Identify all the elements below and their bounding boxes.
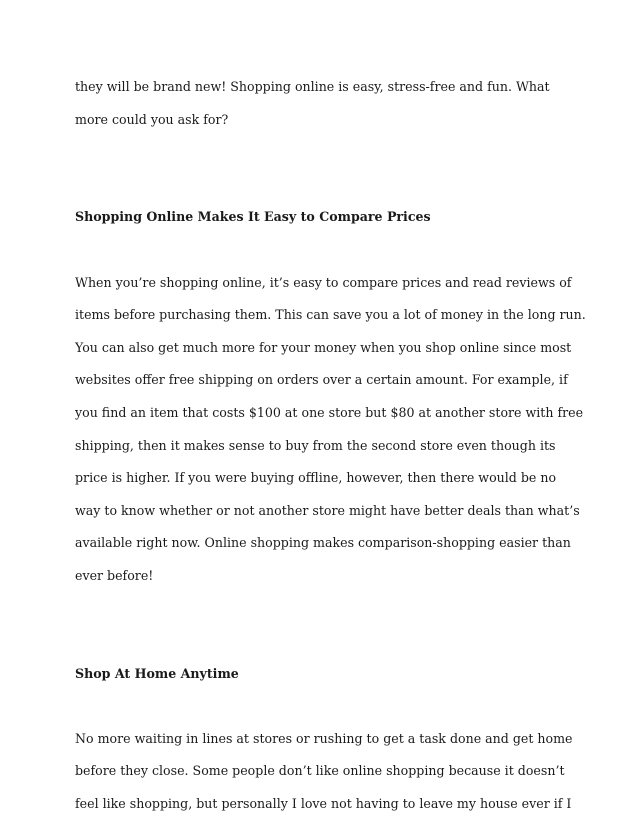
- spacer: [75, 234, 575, 267]
- intro-paragraph: [75, 71, 575, 136]
- paragraph-line: more could you ask for?: [75, 111, 229, 127]
- shop-at-home-paragraph: [75, 723, 575, 821]
- paragraph-line: feel like shopping, but personally I love not having to leave my house ever if I: [75, 796, 572, 812]
- paragraph-line: items before purchasing them. This can save you a lot of money in the long run.: [75, 307, 586, 323]
- paragraph-line: available right now. Online shopping makes comparison-shopping easier than: [75, 535, 571, 551]
- paragraph-line: you find an item that costs $100 at one store but $80 at another store with free: [75, 404, 584, 420]
- paragraph-line: You can also get much more for your money when you shop online since most: [75, 339, 572, 355]
- compare-prices-paragraph: [75, 267, 586, 593]
- spacer: [75, 625, 575, 658]
- paragraph-line: shipping, then it makes sense to buy from the second store even though its: [75, 437, 556, 453]
- section-heading-shop-at-home: Shop At Home Anytime: [75, 665, 239, 681]
- paragraph-line: No more waiting in lines at stores or rushing to get a task done and get home: [75, 730, 573, 746]
- spacer: [75, 593, 575, 626]
- paragraph-line: price is higher. If you were buying offline, however, then there would be no: [75, 470, 557, 486]
- spacer: [75, 169, 575, 202]
- section-heading-compare-prices: Shopping Online Makes It Easy to Compare Prices: [75, 209, 431, 225]
- paragraph-line: way to know whether or not another store might have better deals than what’s: [75, 502, 580, 518]
- spacer: [75, 690, 575, 723]
- paragraph-line: ever before!: [75, 567, 154, 583]
- spacer: [75, 136, 575, 169]
- paragraph-line: before they close. Some people don’t like online shopping because it doesn’t: [75, 763, 565, 779]
- paragraph-line: websites offer free shipping on orders over a certain amount. For example, if: [75, 372, 568, 388]
- paragraph-line: they will be brand new! Shopping online is easy, stress-free and fun. What: [75, 79, 550, 94]
- paragraph-line: When you’re shopping online, it’s easy to compare prices and read reviews of: [75, 274, 572, 290]
- document-body: [75, 71, 586, 821]
